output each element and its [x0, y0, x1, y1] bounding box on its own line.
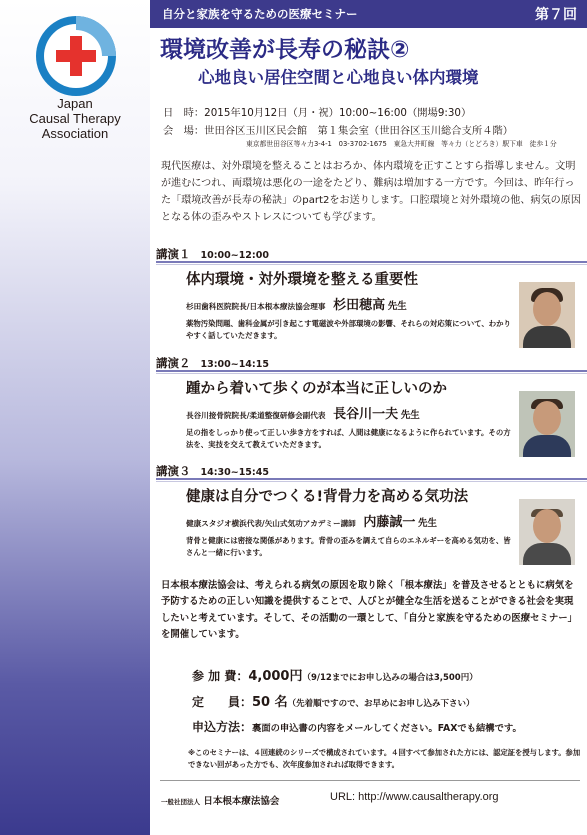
org-en-line: Japan [57, 96, 93, 111]
lecture-heading [156, 246, 269, 262]
lecture-number: 講演１ [156, 247, 191, 261]
lecture-time: 13:00~14:15 [200, 359, 269, 370]
lecture-description: 薬物汚染問題、歯科金属が引き起こす電磁波や外部環境の影響、それらの対応策について、わかりやすく話していただきます。 [186, 319, 511, 340]
divider [156, 264, 587, 265]
lecture-title: 健康は自分でつくる!背骨力を高める気功法 [186, 489, 469, 505]
divider [160, 780, 580, 781]
divider [156, 370, 587, 372]
speaker-name: 内藤誠一 [363, 515, 416, 530]
divider [156, 481, 587, 482]
speaker [186, 511, 437, 530]
speaker-name: 杉田穂高 [333, 298, 386, 313]
org-prefix: 一般社団法人 [161, 798, 200, 806]
lecture-description: 背骨と健康には密接な関係があります。背骨の歪みを調えて自らのエネルギーを高める気功を、皆さんと一緒に行います。 [186, 536, 511, 557]
capacity-label: 定 員： [192, 695, 253, 709]
lecture-1 [150, 246, 587, 358]
capacity-row [192, 691, 474, 710]
lecture-title: 体内環境・対外環境を整える重要性 [186, 272, 418, 288]
org-en-line: Association [41, 126, 109, 141]
speaker-photo [519, 282, 575, 348]
seminar-series: 自分と家族を守るための医療セミナー [162, 7, 358, 21]
capacity-note: （先着順ですので、お早めにお申し込み下さい） [287, 699, 475, 709]
event-venue: 会 場：世田谷区玉川区民会館 第１集会室（世田谷区玉川総合支所４階） [163, 125, 514, 137]
org-en-line: Causal Therapy [29, 111, 121, 126]
application-value: 裏面の申込書の内容をメールしてください。FAXでも結構です。 [252, 723, 522, 734]
fee-note: （9/12までにお申し込みの場合は3,500円） [302, 673, 478, 683]
application-row [192, 716, 522, 735]
speaker [186, 294, 407, 313]
association-name-en [0, 96, 150, 141]
lecture-2 [150, 355, 587, 467]
divider [156, 261, 587, 263]
series-note: ※このセミナーは、４回連続のシリーズで構成されています。４回すべて参加された方には、認定証を授与します。参加できない回があった方でも、次年度参加されれば取得できます。 [188, 748, 581, 769]
speaker-affiliation: 杉田歯科医院院長/日本根本療法協会理事 [186, 302, 326, 311]
association-logo [32, 12, 120, 100]
speaker-honorific: 先生 [418, 518, 438, 529]
intro-text: 現代医療は、対外環境を整えることはおろか、体内環境を正すことすら指導しません。文明が進むにつれ、両環境は悪化の一途をたどり、難病は増加する一方です。今回は、昨年行った「環境改善が長寿の秘訣」のpart2をお送りします。口腔環境と対外環境の他、病気の原因となる体の歪みやストレスについても学びます。 [161, 161, 581, 223]
event-date: 日 時：2015年10月12日（月・祝）10:00~16:00（開場9:30） [163, 107, 472, 119]
speaker-name: 長谷川一夫 [333, 407, 399, 422]
speaker-affiliation: 健康スタジオ横浜代表/矢山式気功アカデミー講師 [186, 519, 356, 528]
association-description: 日本根本療法協会は、考えられる病気の原因を取り除く「根本療法」を普及させるとともに病気を予防するための正しい知識を提供することで、人びとが健全な生活を送ることができる社会を実現したいと考えています。そして、その活動の一環として、「自分と家族を守るための医療セミナー」を開催しています。 [161, 580, 578, 640]
page-subtitle: 心地良い居住空間と心地良い体内環境 [198, 68, 479, 87]
fee-row [192, 665, 478, 684]
lecture-heading [156, 355, 269, 371]
header-bar [150, 0, 587, 28]
org-name: 日本根本療法協会 [203, 796, 280, 807]
speaker-honorific: 先生 [387, 301, 407, 312]
page-title: 環境改善が長寿の秘訣② [160, 37, 410, 63]
lecture-3 [150, 463, 587, 575]
lecture-description: 足の指をしっかり使って正しい歩き方をすれば、人間は健康になるように作られています。その方法を、実技を交えて教えていただきます。 [186, 428, 511, 449]
speaker-photo [519, 391, 575, 457]
divider [156, 373, 587, 374]
divider [156, 478, 587, 480]
speaker-photo [519, 499, 575, 565]
speaker [186, 403, 420, 422]
capacity-value: 50 名 [252, 695, 288, 710]
venue-address: 東京都世田谷区等々力3-4-1 03-3702-1675 東急大井町線 等々力（とどろき）駅下車 徒歩１分 [246, 140, 557, 148]
seminar-round: 第７回 [535, 7, 577, 23]
website-url: URL: http://www.causaltherapy.org [330, 791, 499, 803]
lecture-time: 10:00~12:00 [200, 250, 269, 261]
lecture-title: 踵から着いて歩くのが本当に正しいのか [186, 381, 447, 397]
speaker-honorific: 先生 [400, 410, 420, 421]
speaker-affiliation: 長谷川接骨院院長/柔道整復研修会副代表 [186, 411, 326, 420]
lecture-number: 講演２ [156, 356, 191, 370]
fee-label: 参 加 費： [192, 669, 249, 683]
fee-value: 4,000円 [248, 669, 303, 684]
lecture-time: 14:30~15:45 [200, 467, 269, 478]
lecture-heading [156, 463, 269, 479]
lecture-number: 講演３ [156, 464, 191, 478]
footer-org [161, 793, 279, 807]
application-label: 申込方法： [192, 720, 253, 734]
